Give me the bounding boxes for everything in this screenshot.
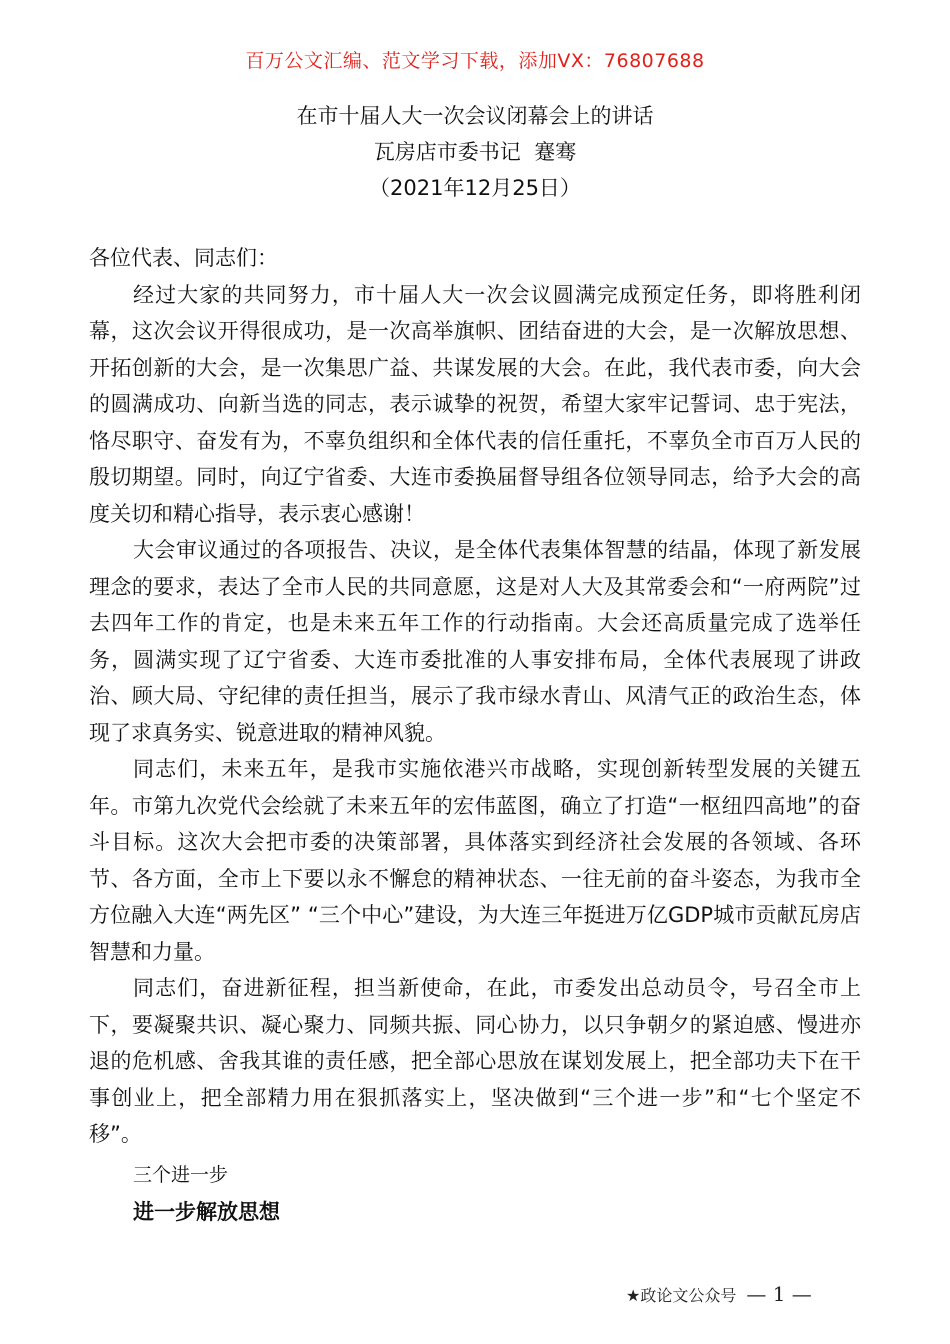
page-number: — 1 — xyxy=(746,1282,812,1306)
paragraph-2: 大会审议通过的各项报告、决议，是全体代表集体智慧的结晶，体现了新发展理念的要求，表达了全市人民的共同意愿，这是对人大及其常委会和“一府两院”过去四年工作的肯定，也是未来五年工作的行动指南。大会还高质量完成了选举任务，圆满实现了辽宁省委、大连市委批准的人事安排布局，全体代表展现了讲政治、顾大局、守纪律的责任担当，展示了我市绿水青山、风清气正的政治生态，体现了求真务实、锐意进取的精神风貌。 xyxy=(89,538,861,745)
paragraph-4: 同志们，奋进新征程，担当新使命，在此，市委发出总动员令，号召全市上下，要凝聚共识、凝心聚力、同频共振、同心协力，以只争朝夕的紧迫感、慢进亦退的危机感、舍我其谁的责任感，把全部心思放在谋划发展上，把全部功夫下在干事创业上，把全部精力用在狠抓落实上，坚决做到“三个进一步”和“七个坚定不移”。 xyxy=(89,976,861,1146)
subsection-heading: 进一步解放思想 xyxy=(133,1199,280,1224)
speech-body xyxy=(89,240,861,1231)
footer-label: ★政论文公众号 xyxy=(626,1285,737,1305)
speech-header xyxy=(0,98,950,206)
speech-author: 瓦房店市委书记 蹇骞 xyxy=(373,140,577,164)
speech-date: （2021年12月25日） xyxy=(369,176,581,200)
page-footer xyxy=(626,1282,812,1306)
paragraph-1: 经过大家的共同努力，市十届人大一次会议圆满完成预定任务，即将胜利闭幕，这次会议开得很成功，是一次高举旗帜、团结奋进的大会，是一次解放思想、开拓创新的大会，是一次集思广益、共谋发展的大会。在此，我代表市委，向大会的圆满成功、向新当选的同志，表示诚挚的祝贺，希望大家牢记誓词、忠于宪法，恪尽职守、奋发有为，不辜负组织和全体代表的信任重托，不辜负全市百万人民的殷切期望。同时，向辽宁省委、大连市委换届督导组各位领导同志，给予大会的高度关切和精心指导，表示衷心感谢！ xyxy=(89,282,861,526)
salutation: 各位代表、同志们： xyxy=(89,246,278,270)
paragraph-3: 同志们，未来五年，是我市实施依港兴市战略，实现创新转型发展的关键五年。市第九次党代会绘就了未来五年的宏伟蓝图，确立了打造“一枢纽四高地”的奋斗目标。这次大会把市委的决策部署，具体落实到经济社会发展的各领域、各环节、各方面，全市上下要以永不懈怠的精神状态、一往无前的奋斗姿态，为我市全方位融入大连“两先区” “三个中心”建设，为大连三年挺进万亿GDP城市贡献瓦房店智慧和力量。 xyxy=(89,757,861,964)
speech-title: 在市十届人大一次会议闭幕会上的讲话 xyxy=(296,104,654,128)
section-heading: 三个进一步 xyxy=(133,1163,229,1186)
watermark-banner: 百万公文汇编、范文学习下载，添加VX：76807688 xyxy=(245,50,705,72)
